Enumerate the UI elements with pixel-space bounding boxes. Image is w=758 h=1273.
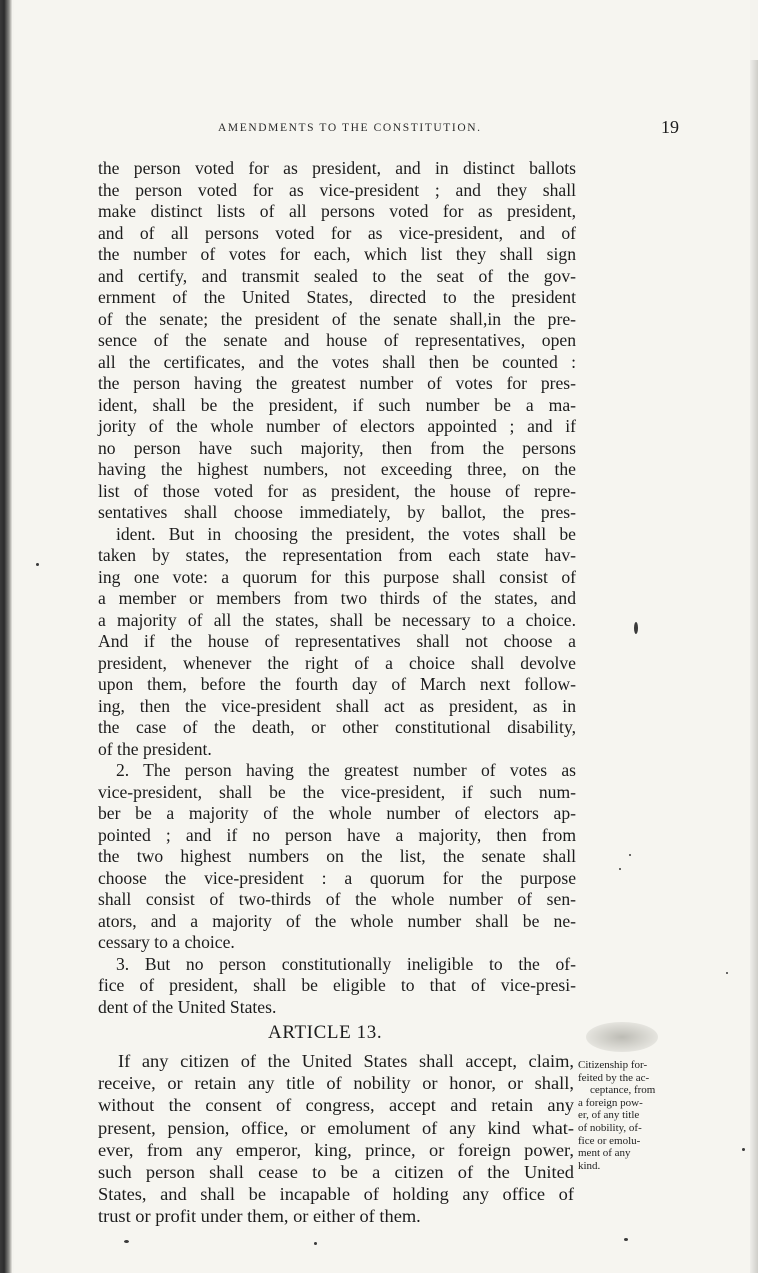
text-line: jority of the whole number of electors appointed ; and if — [98, 416, 576, 436]
margin-note — [578, 1059, 698, 1172]
text-line: list of those voted for as president, the house of repre- — [98, 480, 576, 501]
text-line: present, pension, office, or emolument of any kind what- — [98, 1117, 574, 1138]
ink-speck — [634, 622, 638, 634]
text-line: And if the house of representatives shall not choose a — [98, 631, 576, 651]
margin-note-line: er, of any title — [578, 1109, 640, 1122]
text-line: dent of the United States. — [98, 996, 277, 1017]
text-line: receive, or retain any title of nobility or honor, or shall, — [98, 1073, 574, 1094]
margin-note-line: of nobility, of- — [578, 1121, 642, 1134]
margin-note-line: kind. — [578, 1159, 601, 1172]
margin-note-line: a foreign pow- — [578, 1096, 643, 1109]
text-line: If any citizen of the United States shall accept, claim, — [118, 1051, 574, 1071]
text-line: a majority of all the states, shall be necessary to a choice. — [98, 609, 576, 630]
text-line: ing one vote: a quorum for this purpose shall consist of — [98, 566, 576, 587]
text-line: of the senate; the president of the senate shall,in the pre- — [98, 308, 576, 329]
text-line: taken by states, the representation from each state hav- — [98, 545, 576, 565]
margin-note-line: fice or emolu- — [578, 1134, 641, 1147]
text-line: shall consist of two-thirds of the whole number of sen- — [98, 889, 576, 909]
print-smudge — [586, 1022, 658, 1052]
text-line: of the president. — [98, 738, 212, 759]
text-line: make distinct lists of all persons voted for as president, — [98, 201, 576, 221]
text-line: president, whenever the right of a choice shall devolve — [98, 652, 576, 673]
ink-speck — [726, 972, 728, 974]
text-line: fice of president, shall be eligible to that of vice-presi- — [98, 975, 576, 995]
text-line: trust or profit under them, or either of them. — [98, 1206, 421, 1227]
text-line: having the highest numbers, not exceeding three, on the — [98, 459, 576, 479]
ink-speck — [624, 1238, 628, 1241]
running-head: AMENDMENTS TO THE CONSTITUTION. — [218, 122, 482, 134]
text-line: sence of the senate and house of representatives, open — [98, 330, 576, 350]
text-line: ber be a majority of the whole number of electors ap- — [98, 803, 576, 823]
book-page — [14, 0, 750, 1273]
ink-speck — [124, 1240, 129, 1243]
article-heading: ARTICLE 13. — [268, 1022, 383, 1043]
article-text — [98, 1050, 574, 1228]
text-line: without the consent of congress, accept and retain any — [98, 1095, 574, 1116]
text-line: sentatives shall choose immediately, by ballot, the pres- — [98, 502, 576, 522]
book-gutter-shadow — [0, 0, 12, 1273]
ink-speck — [742, 1148, 745, 1151]
margin-note-line: ment of any — [578, 1147, 631, 1160]
text-line: ernment of the United States, directed to the president — [98, 287, 576, 307]
margin-note-line: feited by the ac- — [578, 1071, 650, 1084]
text-line: upon them, before the fourth day of March next follow- — [98, 674, 576, 694]
ink-speck — [629, 854, 631, 856]
text-line: pointed ; and if no person have a majority, then from — [98, 824, 576, 845]
text-line: such person shall cease to be a citizen of the United — [98, 1162, 574, 1183]
text-line: ident. But in choosing the president, the votes shall be — [116, 523, 576, 544]
text-line: all the certificates, and the votes shall then be counted : — [98, 351, 576, 372]
text-line: choose the vice-president : a quorum for the purpose — [98, 867, 576, 888]
text-line: the case of the death, or other constitutional disability, — [98, 717, 576, 737]
text-line: and of all persons voted for as vice-president, and of — [98, 222, 576, 243]
text-line: ident, shall be the president, if such number be a ma- — [98, 394, 576, 415]
text-line: 2. The person having the greatest number of votes as — [116, 760, 576, 780]
text-line: States, and shall be incapable of holding any office of — [98, 1184, 574, 1205]
text-line: the person having the greatest number of votes for pres- — [98, 373, 576, 393]
ink-speck — [619, 868, 621, 870]
text-line: cessary to a choice. — [98, 932, 235, 952]
text-line: a member or members from two thirds of the states, and — [98, 588, 576, 608]
ink-speck — [36, 563, 39, 566]
text-line: the number of votes for each, which list they shall sign — [98, 244, 576, 264]
text-line: the person voted for as vice-president ; and they shall — [98, 179, 576, 200]
margin-note-line: ceptance, from — [590, 1084, 656, 1097]
page-edge — [750, 60, 758, 1273]
body-text — [98, 158, 576, 1018]
text-line: ever, from any emperor, king, prince, or foreign power, — [98, 1139, 574, 1160]
text-line: vice-president, shall be the vice-president, if such num- — [98, 781, 576, 802]
text-line: ing, then the vice-president shall act as president, as in — [98, 695, 576, 716]
text-line: no person have such majority, then from the persons — [98, 437, 576, 458]
text-line: the two highest numbers on the list, the senate shall — [98, 846, 576, 866]
text-line: and certify, and transmit sealed to the seat of the gov- — [98, 265, 576, 286]
text-line: the person voted for as president, and in distinct ballots — [98, 158, 576, 178]
text-line: ators, and a majority of the whole number shall be ne- — [98, 910, 576, 931]
text-line: 3. But no person constitutionally ineligible to the of- — [116, 953, 576, 974]
margin-note-line: Citizenship for- — [578, 1059, 648, 1071]
page-number: 19 — [661, 117, 679, 137]
ink-speck — [314, 1242, 317, 1245]
